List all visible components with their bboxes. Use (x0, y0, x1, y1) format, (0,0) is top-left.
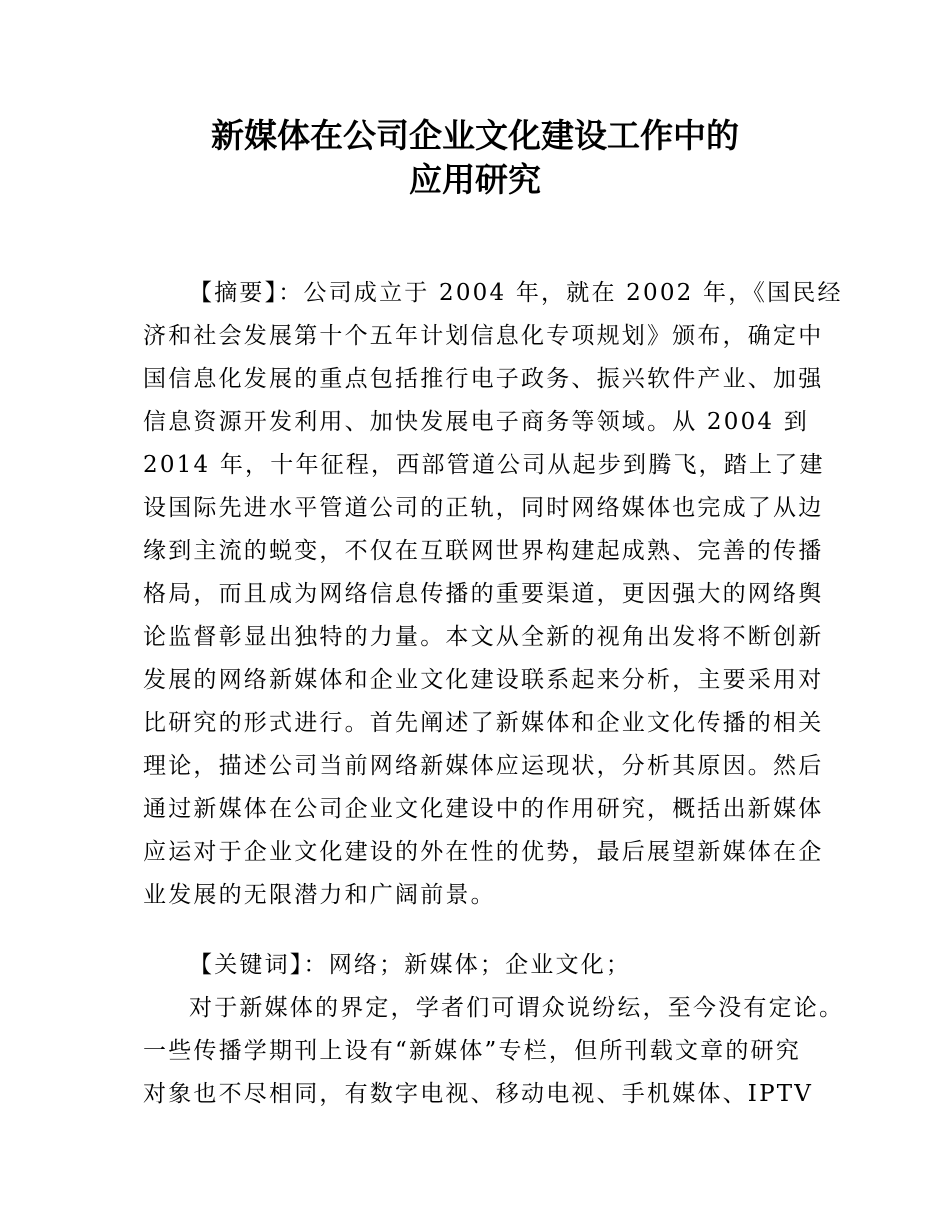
abstract-line: 公司成立于 2004 年，就在 2002 年，《国民经 (303, 280, 843, 306)
abstract-first-line (189, 278, 843, 308)
body-line: 一些传播学期刊上设有“新媒体”专栏，但所刊载文章的研究 (143, 1038, 801, 1064)
keywords-text: 网络；新媒体；企业文化； (328, 952, 632, 978)
abstract-line: 比研究的形式进行。首先阐述了新媒体和企业文化传播的相关 (143, 710, 824, 736)
abstract-line: 应运对于企业文化建设的外在性的优势，最后展望新媒体在企 (143, 839, 824, 865)
body-line: 对于新媒体的界定，学者们可谓众说纷纭，至今没有定论。 (189, 995, 845, 1021)
body-line: 对象也不尽相同，有数字电视、移动电视、手机媒体、IPTV (143, 1081, 814, 1107)
abstract-line: 设国际先进水平管道公司的正轨，同时网络媒体也完成了从边 (143, 495, 824, 521)
abstract-line: 2014 年，十年征程，西部管道公司从起步到腾飞，踏上了建 (143, 452, 825, 478)
document-title-line-2: 应用研究 (409, 160, 541, 199)
document-title-line-1: 新媒体在公司企业文化建设工作中的 (211, 116, 739, 155)
abstract-label: 【摘要】： (189, 280, 304, 306)
abstract-line: 国信息化发展的重点包括推行电子政务、振兴软件产业、加强 (143, 366, 824, 392)
keywords-line (189, 950, 631, 980)
abstract-line: 信息资源开发利用、加快发展电子商务等领域。从 2004 到 (143, 409, 809, 435)
abstract-line: 济和社会发展第十个五年计划信息化专项规划》颁布，确定中 (143, 323, 824, 349)
abstract-line: 格局，而且成为网络信息传播的重要渠道，更因强大的网络舆 (143, 581, 824, 607)
abstract-line: 业发展的无限潜力和广阔前景。 (143, 882, 496, 908)
abstract-line: 发展的网络新媒体和企业文化建设联系起来分析，主要采用对 (143, 667, 824, 693)
abstract-line: 缘到主流的蜕变，不仅在互联网世界构建起成熟、完善的传播 (143, 538, 824, 564)
keywords-label: 【关键词】： (189, 952, 329, 978)
abstract-line: 通过新媒体在公司企业文化建设中的作用研究，概括出新媒体 (143, 796, 824, 822)
abstract-line: 论监督彰显出独特的力量。本文从全新的视角出发将不断创新 (143, 624, 824, 650)
abstract-line: 理论，描述公司当前网络新媒体应运现状，分析其原因。然后 (143, 753, 824, 779)
